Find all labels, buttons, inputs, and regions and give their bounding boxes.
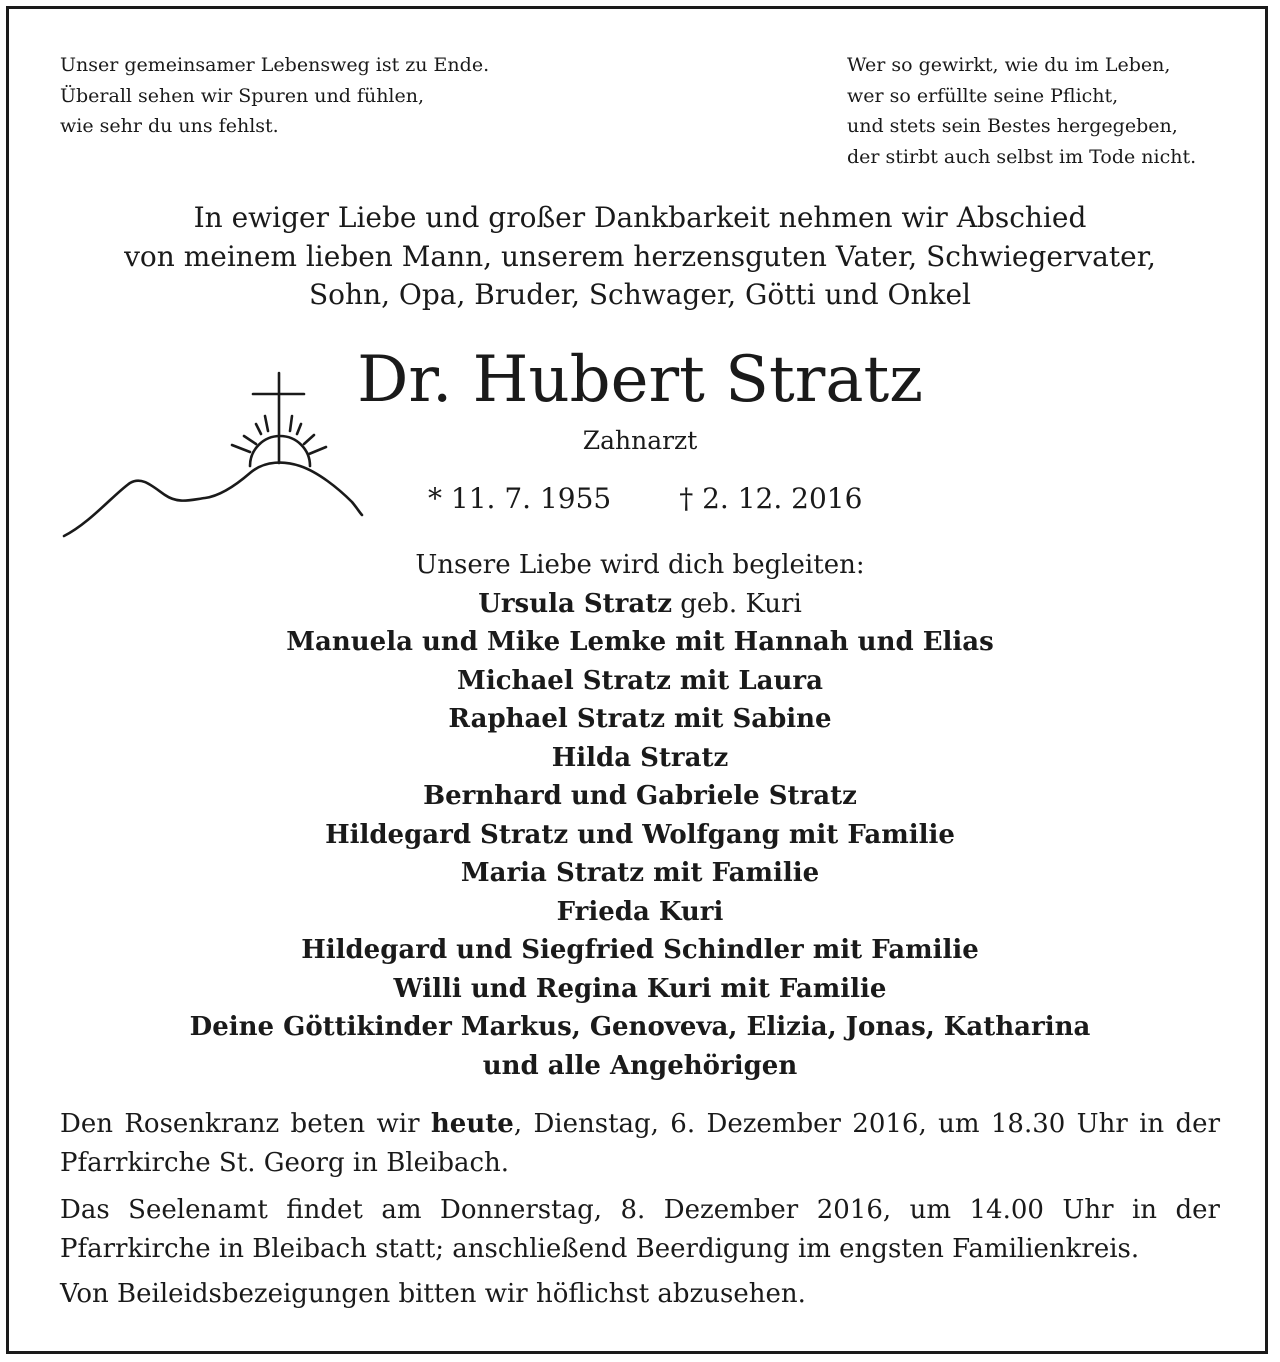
- life-dates: [428, 480, 862, 518]
- quote-right: [847, 50, 1196, 172]
- quote-right-line: und stets sein Bestes hergegeben,: [847, 115, 1178, 137]
- mourner-line: Manuela und Mike Lemke mit Hannah und Elias: [286, 627, 994, 657]
- quote-left: [60, 50, 489, 142]
- profession: Zahnarzt: [582, 426, 698, 455]
- mourner-line: und alle Angehörigen: [482, 1050, 798, 1081]
- mourner-line: [0, 585, 1280, 624]
- mourner-line: Deine Göttikinder Markus, Genoveva, Elizia, Jonas, Katharina: [189, 1012, 1091, 1042]
- mourners-heading: Unsere Liebe wird dich begleiten:: [415, 550, 865, 580]
- requiem-text: Das Seelenamt findet am Donnerstag, 8. Dezember 2016, um 14.00 Uhr in der Pfarrkirche in Bleibach statt; anschließend Beerdigung im engsten Familienkreis.: [60, 1195, 1220, 1264]
- birth-date: * 11. 7. 1955: [428, 482, 612, 515]
- rosary-notice: [60, 1105, 1220, 1182]
- rosary-text: Den Rosenkranz beten wir: [60, 1109, 431, 1139]
- mourner-line: Frieda Kuri: [556, 896, 724, 927]
- mourner-line: Bernhard und Gabriele Stratz: [423, 781, 857, 811]
- quote-left-line: Unser gemeinsamer Lebensweg ist zu Ende.: [60, 54, 490, 76]
- mourner-name: Ursula Stratz: [478, 588, 672, 619]
- mourner-line: Hilda Stratz: [551, 742, 729, 773]
- mourner-line: Willi und Regina Kuri mit Familie: [393, 973, 887, 1004]
- intro-line: von meinem lieben Mann, unserem herzensguten Vater, Schwiegervater,: [124, 239, 1156, 273]
- mourner-line: Michael Stratz mit Laura: [457, 665, 823, 696]
- quote-left-line: Überall sehen wir Spuren und fühlen,: [60, 84, 425, 107]
- rosary-highlight: heute: [430, 1109, 514, 1139]
- requiem-notice: [60, 1191, 1220, 1268]
- quote-right-line: der stirbt auch selbst im Tode nicht.: [847, 145, 1197, 168]
- death-date: † 2. 12. 2016: [679, 482, 863, 515]
- quote-left-line: wie sehr du uns fehlst.: [60, 115, 279, 137]
- mourners-list: [0, 546, 1280, 1085]
- quote-right-line: wer so erfüllte seine Pflicht,: [847, 84, 1119, 107]
- quote-right-line: Wer so gewirkt, wie du im Leben,: [847, 54, 1171, 76]
- condolence-notice: [60, 1275, 1220, 1314]
- intro-line: Sohn, Opa, Bruder, Schwager, Götti und Onkel: [309, 278, 971, 311]
- rosary-text-rest: , Dienstag, 6. Dezember 2016, um 18.30 Uhr in der Pfarrkirche St. Georg in Bleibach.: [60, 1109, 1221, 1178]
- maiden-name: geb. Kuri: [671, 588, 802, 619]
- intro-text: [0, 199, 1280, 315]
- deceased-name: Dr. Hubert Stratz: [357, 343, 923, 417]
- intro-line: In ewiger Liebe und großer Dankbarkeit nehmen wir Abschied: [193, 201, 1087, 234]
- mourner-line: Hildegard Stratz und Wolfgang mit Familie: [325, 819, 955, 850]
- mourner-line: Raphael Stratz mit Sabine: [448, 704, 832, 734]
- condolence-text: Von Beileidsbezeigungen bitten wir höflichst abzusehen.: [60, 1279, 806, 1309]
- mourner-line: Maria Stratz mit Familie: [460, 858, 820, 888]
- mourner-line: Hildegard und Siegfried Schindler mit Familie: [301, 935, 979, 965]
